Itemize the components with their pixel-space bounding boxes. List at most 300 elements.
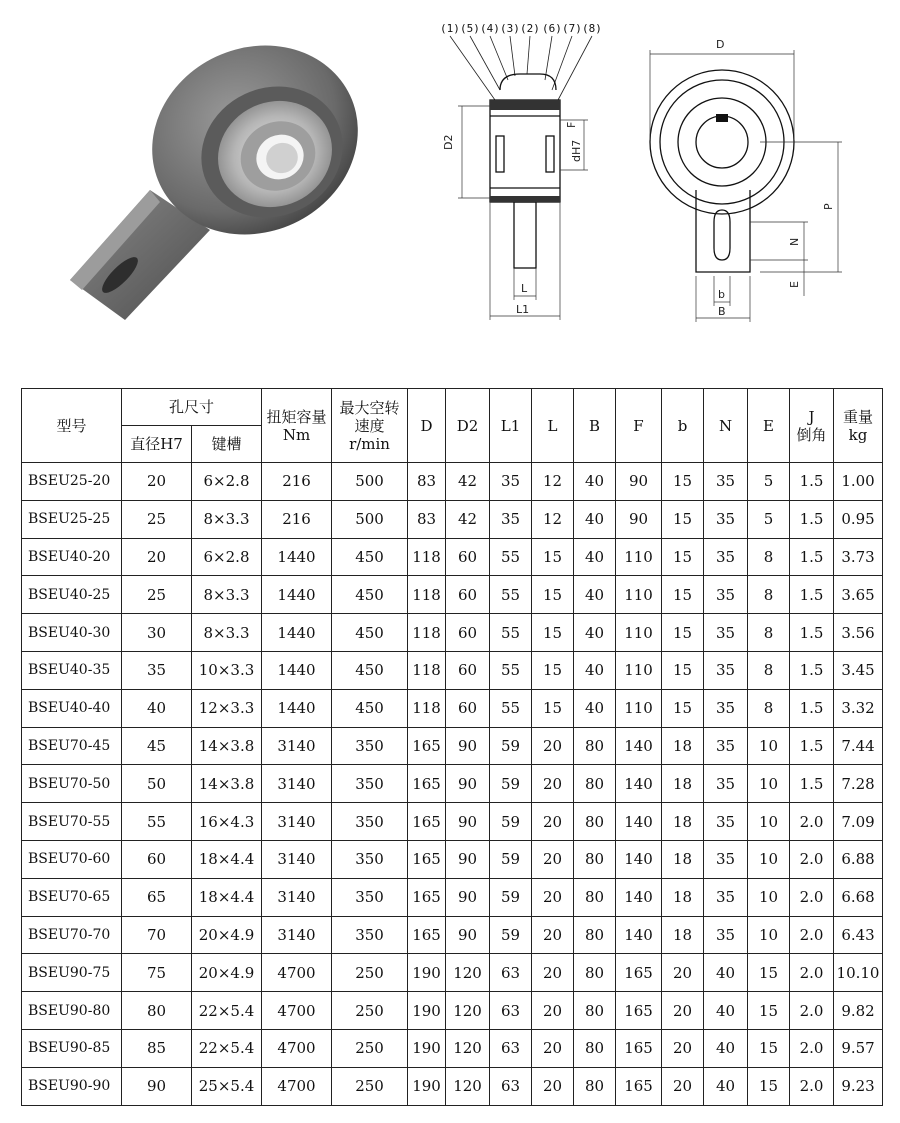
cell-weight: 0.95 [834, 500, 883, 538]
cell-l1: 59 [490, 916, 532, 954]
cell-b-lower: 15 [662, 651, 704, 689]
spec-table [21, 388, 883, 1106]
cell-j: 2.0 [790, 954, 834, 992]
cell-model: BSEU40-40 [22, 689, 122, 727]
table-row [22, 840, 883, 878]
cell-n: 35 [704, 576, 748, 614]
cell-f: 165 [616, 1029, 662, 1067]
cell-j: 1.5 [790, 463, 834, 501]
cell-b-lower: 15 [662, 689, 704, 727]
label-dh7: dH7 [570, 139, 583, 162]
cell-e: 5 [748, 463, 790, 501]
callout-1: (1) [440, 22, 460, 35]
cell-b-lower: 15 [662, 463, 704, 501]
cell-torque: 3140 [262, 916, 332, 954]
cell-speed: 250 [332, 954, 408, 992]
header-speed [332, 389, 408, 463]
cell-bore-dia: 80 [122, 992, 192, 1030]
cell-weight: 6.43 [834, 916, 883, 954]
cell-d2: 120 [446, 992, 490, 1030]
callout-8: (8) [582, 22, 602, 35]
cell-keyway: 14×3.8 [192, 765, 262, 803]
table-row [22, 1067, 883, 1105]
cell-l1: 55 [490, 538, 532, 576]
cell-torque: 4700 [262, 992, 332, 1030]
cell-l: 20 [532, 803, 574, 841]
header-bore: 孔尺寸 [122, 389, 262, 426]
cell-j: 2.0 [790, 1029, 834, 1067]
cell-torque: 4700 [262, 1029, 332, 1067]
cell-keyway: 22×5.4 [192, 1029, 262, 1067]
cell-model: BSEU70-65 [22, 878, 122, 916]
header-weight-line2: kg [848, 425, 868, 444]
cell-j: 2.0 [790, 878, 834, 916]
cell-keyway: 22×5.4 [192, 992, 262, 1030]
cell-d: 165 [408, 765, 446, 803]
header-speed-line3: r/min [349, 434, 390, 453]
cell-torque: 216 [262, 500, 332, 538]
cell-d2: 90 [446, 878, 490, 916]
label-f: F [565, 121, 578, 128]
cell-l1: 35 [490, 463, 532, 501]
cell-bore-dia: 65 [122, 878, 192, 916]
header-weight [834, 389, 883, 463]
cell-keyway: 6×2.8 [192, 538, 262, 576]
cell-j: 1.5 [790, 765, 834, 803]
cell-keyway: 10×3.3 [192, 651, 262, 689]
cell-n: 35 [704, 803, 748, 841]
label-p: P [822, 203, 835, 210]
cell-n: 35 [704, 916, 748, 954]
callout-6: (6) [542, 22, 562, 35]
cell-l: 20 [532, 727, 574, 765]
cell-weight: 6.88 [834, 840, 883, 878]
cell-d2: 90 [446, 803, 490, 841]
table-row [22, 1029, 883, 1067]
cell-f: 110 [616, 538, 662, 576]
cell-speed: 350 [332, 803, 408, 841]
label-b-large: B [718, 305, 726, 318]
cell-keyway: 20×4.9 [192, 916, 262, 954]
cell-speed: 250 [332, 1067, 408, 1105]
cell-b-upper: 80 [574, 992, 616, 1030]
cell-weight: 9.23 [834, 1067, 883, 1105]
cell-b-upper: 40 [574, 500, 616, 538]
table-row [22, 878, 883, 916]
cell-model: BSEU70-50 [22, 765, 122, 803]
label-b-small: b [718, 288, 725, 301]
cell-speed: 450 [332, 689, 408, 727]
cell-l: 20 [532, 765, 574, 803]
cell-torque: 4700 [262, 954, 332, 992]
cell-f: 140 [616, 878, 662, 916]
cell-keyway: 12×3.3 [192, 689, 262, 727]
cell-b-upper: 40 [574, 576, 616, 614]
cell-d: 165 [408, 727, 446, 765]
cell-n: 35 [704, 538, 748, 576]
cell-l: 15 [532, 576, 574, 614]
cell-d: 190 [408, 1067, 446, 1105]
cell-b-lower: 18 [662, 803, 704, 841]
header-speed-line2: 速度 [354, 416, 385, 435]
cell-l: 20 [532, 916, 574, 954]
cell-weight: 6.68 [834, 878, 883, 916]
cell-d2: 120 [446, 1067, 490, 1105]
cell-f: 140 [616, 727, 662, 765]
table-row [22, 689, 883, 727]
side-section-drawing [0, 0, 900, 340]
cell-n: 40 [704, 1067, 748, 1105]
cell-e: 8 [748, 614, 790, 652]
cell-model: BSEU25-20 [22, 463, 122, 501]
cell-e: 15 [748, 1067, 790, 1105]
cell-b-upper: 80 [574, 1029, 616, 1067]
cell-j: 1.5 [790, 538, 834, 576]
cell-f: 140 [616, 916, 662, 954]
callout-2: (2) [520, 22, 540, 35]
header-torque-line2: Nm [282, 425, 311, 444]
cell-keyway: 18×4.4 [192, 840, 262, 878]
cell-model: BSEU90-85 [22, 1029, 122, 1067]
cell-b-lower: 18 [662, 765, 704, 803]
cell-e: 8 [748, 689, 790, 727]
cell-speed: 350 [332, 727, 408, 765]
callout-4: (4) [480, 22, 500, 35]
cell-b-lower: 20 [662, 954, 704, 992]
cell-l1: 63 [490, 1067, 532, 1105]
cell-d: 118 [408, 651, 446, 689]
cell-bore-dia: 30 [122, 614, 192, 652]
cell-bore-dia: 85 [122, 1029, 192, 1067]
cell-l: 20 [532, 992, 574, 1030]
cell-bore-dia: 75 [122, 954, 192, 992]
header-keyway: 键槽 [192, 426, 262, 463]
cell-model: BSEU90-75 [22, 954, 122, 992]
label-l1: L1 [516, 303, 530, 316]
cell-l1: 63 [490, 992, 532, 1030]
header-model: 型号 [22, 389, 122, 463]
cell-d: 190 [408, 954, 446, 992]
cell-f: 165 [616, 954, 662, 992]
cell-n: 35 [704, 463, 748, 501]
header-j-line2: 倒角 [796, 425, 827, 444]
header-speed-line1: 最大空转 [339, 398, 400, 417]
cell-model: BSEU90-80 [22, 992, 122, 1030]
cell-speed: 350 [332, 878, 408, 916]
table-row [22, 765, 883, 803]
table-row [22, 538, 883, 576]
table-body [22, 463, 883, 1106]
cell-d: 190 [408, 1029, 446, 1067]
cell-b-lower: 18 [662, 840, 704, 878]
cell-d2: 60 [446, 576, 490, 614]
cell-bore-dia: 25 [122, 500, 192, 538]
cell-torque: 1440 [262, 651, 332, 689]
cell-torque: 1440 [262, 689, 332, 727]
cell-weight: 9.57 [834, 1029, 883, 1067]
cell-f: 110 [616, 614, 662, 652]
cell-model: BSEU40-20 [22, 538, 122, 576]
cell-e: 15 [748, 992, 790, 1030]
cell-f: 140 [616, 803, 662, 841]
cell-l1: 63 [490, 954, 532, 992]
cell-l1: 59 [490, 803, 532, 841]
cell-j: 2.0 [790, 916, 834, 954]
cell-speed: 350 [332, 916, 408, 954]
table-row [22, 954, 883, 992]
cell-l1: 59 [490, 840, 532, 878]
cell-d2: 90 [446, 727, 490, 765]
cell-d2: 42 [446, 463, 490, 501]
cell-l1: 59 [490, 727, 532, 765]
cell-l: 15 [532, 689, 574, 727]
cell-b-upper: 80 [574, 954, 616, 992]
callout-7: (7) [562, 22, 582, 35]
cell-j: 1.5 [790, 689, 834, 727]
cell-b-lower: 18 [662, 916, 704, 954]
header-j [790, 389, 834, 463]
cell-torque: 3140 [262, 878, 332, 916]
cell-b-upper: 80 [574, 727, 616, 765]
cell-d: 83 [408, 463, 446, 501]
cell-d: 190 [408, 992, 446, 1030]
cell-e: 10 [748, 765, 790, 803]
cell-j: 1.5 [790, 727, 834, 765]
cell-l: 20 [532, 840, 574, 878]
cell-f: 140 [616, 840, 662, 878]
cell-weight: 9.82 [834, 992, 883, 1030]
cell-e: 10 [748, 878, 790, 916]
table-row [22, 614, 883, 652]
callout-3: (3) [500, 22, 520, 35]
front-view-drawing [650, 38, 842, 322]
cell-d: 118 [408, 538, 446, 576]
cell-l1: 55 [490, 651, 532, 689]
cell-keyway: 14×3.8 [192, 727, 262, 765]
cell-b-lower: 18 [662, 878, 704, 916]
header-bore-dia: 直径H7 [122, 426, 192, 463]
cell-l1: 63 [490, 1029, 532, 1067]
cell-bore-dia: 55 [122, 803, 192, 841]
cell-torque: 1440 [262, 576, 332, 614]
label-d2: D2 [442, 134, 455, 150]
cell-speed: 250 [332, 1029, 408, 1067]
cell-l1: 55 [490, 576, 532, 614]
cell-d2: 90 [446, 840, 490, 878]
cell-j: 2.0 [790, 803, 834, 841]
cell-l: 20 [532, 878, 574, 916]
cell-l: 15 [532, 651, 574, 689]
cell-e: 15 [748, 954, 790, 992]
cell-n: 40 [704, 954, 748, 992]
cell-b-lower: 15 [662, 538, 704, 576]
cell-weight: 10.10 [834, 954, 883, 992]
cell-j: 2.0 [790, 992, 834, 1030]
cell-b-upper: 80 [574, 765, 616, 803]
cell-j: 2.0 [790, 1067, 834, 1105]
cell-b-lower: 15 [662, 576, 704, 614]
cell-speed: 250 [332, 992, 408, 1030]
cell-n: 35 [704, 765, 748, 803]
cell-e: 10 [748, 840, 790, 878]
cell-keyway: 8×3.3 [192, 576, 262, 614]
cell-torque: 216 [262, 463, 332, 501]
figures-area [0, 0, 900, 340]
cell-b-upper: 40 [574, 538, 616, 576]
cell-b-upper: 40 [574, 614, 616, 652]
cell-bore-dia: 35 [122, 651, 192, 689]
table-row [22, 916, 883, 954]
cell-model: BSEU70-70 [22, 916, 122, 954]
cell-d2: 60 [446, 614, 490, 652]
cell-speed: 500 [332, 463, 408, 501]
header-e: E [748, 389, 790, 463]
cell-b-upper: 80 [574, 916, 616, 954]
cell-n: 35 [704, 727, 748, 765]
cell-b-lower: 20 [662, 992, 704, 1030]
cell-torque: 4700 [262, 1067, 332, 1105]
cell-b-upper: 40 [574, 689, 616, 727]
cell-speed: 450 [332, 576, 408, 614]
cell-weight: 3.56 [834, 614, 883, 652]
cell-d2: 90 [446, 916, 490, 954]
cell-n: 35 [704, 614, 748, 652]
cell-d: 165 [408, 840, 446, 878]
cell-b-upper: 80 [574, 803, 616, 841]
cell-b-lower: 15 [662, 614, 704, 652]
cell-f: 165 [616, 992, 662, 1030]
table-row [22, 576, 883, 614]
table-row [22, 651, 883, 689]
cell-b-upper: 80 [574, 840, 616, 878]
table-header [22, 389, 883, 463]
cell-model: BSEU40-25 [22, 576, 122, 614]
cell-speed: 450 [332, 614, 408, 652]
cell-weight: 3.32 [834, 689, 883, 727]
cell-weight: 3.73 [834, 538, 883, 576]
cell-f: 90 [616, 500, 662, 538]
cell-b-lower: 20 [662, 1067, 704, 1105]
cell-l1: 55 [490, 689, 532, 727]
table-row [22, 803, 883, 841]
cell-model: BSEU70-55 [22, 803, 122, 841]
cell-torque: 3140 [262, 840, 332, 878]
header-weight-line1: 重量 [843, 407, 874, 426]
cell-torque: 1440 [262, 538, 332, 576]
cell-model: BSEU90-90 [22, 1067, 122, 1105]
cell-model: BSEU40-35 [22, 651, 122, 689]
cell-weight: 7.09 [834, 803, 883, 841]
header-j-line1: J [808, 407, 815, 426]
cell-e: 10 [748, 803, 790, 841]
cell-e: 10 [748, 727, 790, 765]
cell-l1: 55 [490, 614, 532, 652]
cell-d2: 120 [446, 954, 490, 992]
cell-f: 110 [616, 689, 662, 727]
cell-d2: 120 [446, 1029, 490, 1067]
cell-f: 110 [616, 576, 662, 614]
cell-e: 8 [748, 538, 790, 576]
cell-f: 110 [616, 651, 662, 689]
cell-speed: 450 [332, 651, 408, 689]
cell-bore-dia: 45 [122, 727, 192, 765]
cell-f: 140 [616, 765, 662, 803]
cell-model: BSEU25-25 [22, 500, 122, 538]
cell-model: BSEU40-30 [22, 614, 122, 652]
cell-f: 165 [616, 1067, 662, 1105]
header-n: N [704, 389, 748, 463]
header-d2: D2 [446, 389, 490, 463]
header-l1: L1 [490, 389, 532, 463]
cell-n: 35 [704, 689, 748, 727]
cell-b-lower: 20 [662, 1029, 704, 1067]
cell-bore-dia: 20 [122, 538, 192, 576]
cell-model: BSEU70-45 [22, 727, 122, 765]
header-l: L [532, 389, 574, 463]
table-row [22, 992, 883, 1030]
cell-l: 15 [532, 614, 574, 652]
cell-d: 118 [408, 576, 446, 614]
callout-labels [440, 22, 602, 35]
cell-j: 1.5 [790, 614, 834, 652]
header-b-upper: B [574, 389, 616, 463]
cell-j: 1.5 [790, 651, 834, 689]
cell-n: 40 [704, 1029, 748, 1067]
cell-bore-dia: 20 [122, 463, 192, 501]
cell-n: 35 [704, 500, 748, 538]
cell-d2: 42 [446, 500, 490, 538]
cell-bore-dia: 90 [122, 1067, 192, 1105]
cell-b-lower: 15 [662, 500, 704, 538]
cell-n: 40 [704, 992, 748, 1030]
cell-weight: 7.28 [834, 765, 883, 803]
cell-l: 20 [532, 954, 574, 992]
cell-e: 10 [748, 916, 790, 954]
label-l: L [521, 282, 528, 295]
label-n: N [788, 237, 801, 246]
cell-e: 5 [748, 500, 790, 538]
cell-l1: 35 [490, 500, 532, 538]
cell-bore-dia: 60 [122, 840, 192, 878]
cell-model: BSEU70-60 [22, 840, 122, 878]
cell-speed: 350 [332, 765, 408, 803]
header-b-lower: b [662, 389, 704, 463]
cell-l: 12 [532, 500, 574, 538]
cell-speed: 450 [332, 538, 408, 576]
cell-d: 118 [408, 689, 446, 727]
cell-n: 35 [704, 878, 748, 916]
cell-keyway: 8×3.3 [192, 500, 262, 538]
cell-weight: 1.00 [834, 463, 883, 501]
cell-j: 1.5 [790, 500, 834, 538]
cell-d: 83 [408, 500, 446, 538]
cell-keyway: 25×5.4 [192, 1067, 262, 1105]
table-row [22, 500, 883, 538]
cell-weight: 3.45 [834, 651, 883, 689]
cell-d: 165 [408, 878, 446, 916]
cell-keyway: 16×4.3 [192, 803, 262, 841]
cell-d2: 60 [446, 689, 490, 727]
cell-d2: 60 [446, 538, 490, 576]
cell-keyway: 8×3.3 [192, 614, 262, 652]
cell-l: 15 [532, 538, 574, 576]
cell-speed: 350 [332, 840, 408, 878]
cell-l: 12 [532, 463, 574, 501]
cell-f: 90 [616, 463, 662, 501]
cell-b-lower: 18 [662, 727, 704, 765]
label-d-front: D [716, 38, 725, 51]
cell-d2: 90 [446, 765, 490, 803]
